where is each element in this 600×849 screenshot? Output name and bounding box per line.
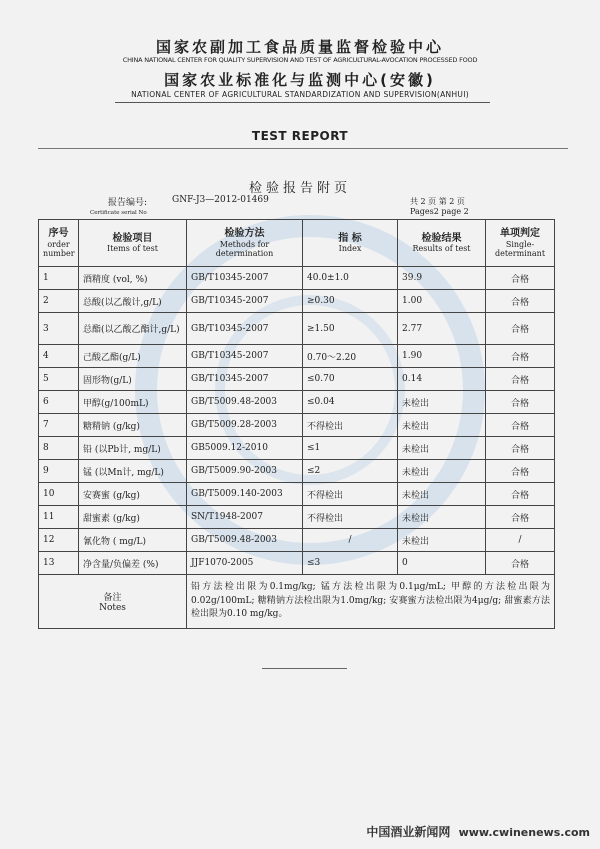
- table-row: [39, 506, 555, 529]
- row-judgement: 合格: [486, 437, 555, 460]
- row-index: /: [303, 529, 398, 552]
- table-row: [39, 368, 555, 391]
- table-row: [39, 414, 555, 437]
- row-number: 10: [39, 483, 79, 506]
- page-count-cn: 共 2 页 第 2 页: [410, 197, 465, 206]
- row-item: 总酯(以乙酸乙酯计,g/L): [79, 313, 187, 345]
- row-judgement: 合格: [486, 483, 555, 506]
- row-index: ≥1.50: [303, 313, 398, 345]
- row-index: 不得检出: [303, 506, 398, 529]
- col-header-result-cn: 检验结果: [421, 232, 462, 244]
- col-header-judge-cn: 单项判定: [500, 228, 540, 240]
- row-method: GB/T5009.48-2003: [187, 529, 303, 552]
- row-method: GB/T10345-2007: [187, 313, 303, 345]
- table-header-row: [39, 220, 555, 267]
- row-judgement: 合格: [486, 267, 555, 290]
- row-item: 安赛蜜 (g/kg): [79, 483, 187, 506]
- col-header-index: [303, 220, 398, 267]
- row-item: 净含量/负偏差 (%): [79, 552, 187, 575]
- site-footer: [300, 823, 590, 840]
- col-header-result-en: Results of test: [412, 244, 471, 254]
- row-number: 4: [39, 345, 79, 368]
- row-result: 未检出: [398, 391, 486, 414]
- row-method: GB/T5009.28-2003: [187, 414, 303, 437]
- col-header-item: [79, 220, 187, 267]
- row-judgement: 合格: [486, 552, 555, 575]
- row-result: 1.00: [398, 290, 486, 313]
- row-index: 0.70～2.20: [303, 345, 398, 368]
- row-item: 酒精度 (vol, %): [79, 267, 187, 290]
- row-item: 氰化物 ( mg/L): [79, 529, 187, 552]
- report-number-value: GNF-J3—2012-01469: [172, 195, 269, 205]
- col-header-method: [187, 220, 303, 267]
- table-row: [39, 391, 555, 414]
- row-item: 甜蜜素 (g/kg): [79, 506, 187, 529]
- row-number: 13: [39, 552, 79, 575]
- row-method: GB/T10345-2007: [187, 368, 303, 391]
- row-result: 未检出: [398, 529, 486, 552]
- row-item: 铅 (以Pb计, mg/L): [79, 437, 187, 460]
- row-index: ≤2: [303, 460, 398, 483]
- col-header-index-en: Index: [338, 244, 362, 254]
- table-row: [39, 290, 555, 313]
- row-method: GB/T10345-2007: [187, 345, 303, 368]
- notes-label-cell: [39, 575, 187, 629]
- notes-row: [39, 575, 555, 629]
- notes-label-cn: 备注: [103, 593, 122, 603]
- table-row: [39, 345, 555, 368]
- header-divider: [115, 102, 490, 103]
- page-count-en: Pages2 page 2: [410, 207, 469, 216]
- col-header-seq-cn: 序号: [48, 228, 69, 240]
- test-results-table: [38, 219, 555, 629]
- signature-line: [262, 668, 347, 669]
- col-header-judge-en: Single-determinant: [494, 239, 546, 258]
- row-judgement: /: [486, 529, 555, 552]
- col-header-judge: [486, 220, 555, 267]
- row-number: 9: [39, 460, 79, 483]
- row-result: 未检出: [398, 460, 486, 483]
- table-row: [39, 483, 555, 506]
- row-judgement: 合格: [486, 414, 555, 437]
- row-number: 3: [39, 313, 79, 345]
- row-result: 39.9: [398, 267, 486, 290]
- col-header-result: [398, 220, 486, 267]
- row-index: 40.0±1.0: [303, 267, 398, 290]
- row-number: 8: [39, 437, 79, 460]
- col-header-item-cn: 检验项目: [112, 232, 153, 244]
- title-divider: [38, 148, 568, 149]
- row-judgement: 合格: [486, 345, 555, 368]
- row-number: 12: [39, 529, 79, 552]
- row-result: 2.77: [398, 313, 486, 345]
- col-header-item-en: Items of test: [107, 244, 158, 254]
- table-row: [39, 437, 555, 460]
- report-number-label-en: Certificate serial No: [90, 210, 147, 216]
- col-header-method-en: Methods for determination: [215, 239, 274, 258]
- site-name: 中国酒业新闻网: [366, 825, 451, 839]
- report-number-label: 报告编号:: [108, 198, 148, 208]
- row-index: ≤1: [303, 437, 398, 460]
- row-index: ≥0.30: [303, 290, 398, 313]
- col-header-seq: [39, 220, 79, 267]
- row-number: 7: [39, 414, 79, 437]
- table-row: [39, 267, 555, 290]
- row-method: GB/T5009.90-2003: [187, 460, 303, 483]
- table-row: [39, 313, 555, 345]
- col-header-seq-en: order number: [43, 239, 75, 258]
- row-item: 糖精钠 (g/kg): [79, 414, 187, 437]
- center-name-cn-1: 国家农副加工食品质量监督检验中心: [155, 38, 444, 56]
- row-index: 不得检出: [303, 483, 398, 506]
- table-row: [39, 552, 555, 575]
- row-result: 未检出: [398, 414, 486, 437]
- row-result: 未检出: [398, 437, 486, 460]
- report-title: TEST REPORT: [251, 129, 349, 143]
- row-method: JJF1070-2005: [187, 552, 303, 575]
- col-header-method-cn: 检验方法: [224, 228, 265, 240]
- row-method: GB/T5009.48-2003: [187, 391, 303, 414]
- site-url[interactable]: www.cwinenews.com: [458, 826, 590, 839]
- row-result: 0: [398, 552, 486, 575]
- row-number: 11: [39, 506, 79, 529]
- table-row: [39, 529, 555, 552]
- table-row: [39, 460, 555, 483]
- row-item: 锰 (以Mn计, mg/L): [79, 460, 187, 483]
- row-method: SN/T1948-2007: [187, 506, 303, 529]
- row-result: 未检出: [398, 506, 486, 529]
- row-method: GB/T10345-2007: [187, 267, 303, 290]
- center-name-en-1: CHINA NATIONAL CENTER FOR QUALITY SUPERVISION AND TEST OF AGRICULTURAL-AVOCATION PROCESSED FOOD: [122, 56, 478, 64]
- row-number: 1: [39, 267, 79, 290]
- row-method: GB/T5009.140-2003: [187, 483, 303, 506]
- row-judgement: 合格: [486, 313, 555, 345]
- center-name-en-2: NATIONAL CENTER OF AGRICULTURAL STANDARDIZATION AND SUPERVISION(ANHUI): [131, 90, 469, 99]
- row-judgement: 合格: [486, 391, 555, 414]
- row-number: 2: [39, 290, 79, 313]
- row-index: ≤3: [303, 552, 398, 575]
- row-method: GB/T10345-2007: [187, 290, 303, 313]
- notes-text: 铅方法检出限为0.1mg/kg; 锰方法检出限为0.1μg/mL; 甲醇的方法检出限为0.02g/100mL; 糖精钠方法检出限为1.0mg/kg; 安赛蜜方法检出限为4μg/g; 甜蜜素方法检出限为0.10 mg/kg。: [187, 575, 555, 629]
- col-header-index-cn: 指 标: [338, 232, 362, 244]
- row-judgement: 合格: [486, 290, 555, 313]
- row-judgement: 合格: [486, 368, 555, 391]
- row-index: 不得检出: [303, 414, 398, 437]
- row-number: 6: [39, 391, 79, 414]
- row-number: 5: [39, 368, 79, 391]
- row-result: 1.90: [398, 345, 486, 368]
- notes-label-en: Notes: [99, 603, 126, 613]
- row-item: 固形物(g/L): [79, 368, 187, 391]
- appendix-title: 检验报告附页: [248, 181, 351, 196]
- row-index: ≤0.70: [303, 368, 398, 391]
- row-item: 甲醇(g/100mL): [79, 391, 187, 414]
- center-name-cn-2: 国家农业标准化与监测中心(安徽): [164, 71, 436, 89]
- row-judgement: 合格: [486, 506, 555, 529]
- row-result: 未检出: [398, 483, 486, 506]
- row-judgement: 合格: [486, 460, 555, 483]
- row-index: ≤0.04: [303, 391, 398, 414]
- row-item: 己酸乙酯(g/L): [79, 345, 187, 368]
- row-method: GB5009.12-2010: [187, 437, 303, 460]
- row-item: 总酸(以乙酸计,g/L): [79, 290, 187, 313]
- row-result: 0.14: [398, 368, 486, 391]
